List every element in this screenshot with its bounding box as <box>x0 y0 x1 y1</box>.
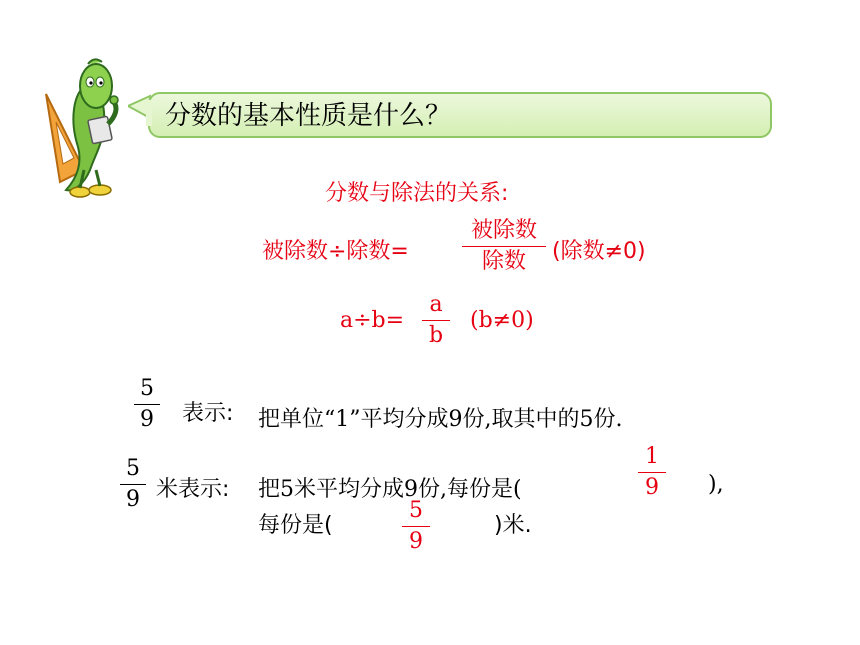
fraction-bar <box>120 484 146 485</box>
example2-line2-end: )米. <box>494 513 532 538</box>
formula2-numerator: a <box>429 292 443 317</box>
answer2-fraction <box>402 500 430 553</box>
example1-fraction <box>134 378 160 431</box>
answer1-fraction <box>638 446 666 499</box>
example1-text: 把单位“1”平均分成9份,取其中的5份. <box>258 407 623 432</box>
formula1-denominator: 除数 <box>481 249 526 274</box>
fraction-bar <box>422 320 450 321</box>
formula1-fraction <box>462 220 546 273</box>
question-text: 分数的基本性质是什么？ <box>165 101 452 131</box>
answer1-denominator: 9 <box>645 475 659 500</box>
fraction-bar <box>638 472 666 473</box>
fraction-bar <box>462 246 546 247</box>
formula2-lhs: a÷b= <box>340 308 405 333</box>
cucumber-mascot-icon <box>38 52 138 204</box>
formula2-denominator: b <box>428 323 444 348</box>
example2-denominator: 9 <box>126 487 140 512</box>
example2-line2: 每份是( <box>258 513 333 538</box>
example2-line1: 把5米平均分成9份,每份是( <box>258 477 522 502</box>
fraction-bar <box>402 526 430 527</box>
answer1-numerator: 1 <box>645 444 659 469</box>
formula1-numerator: 被除数 <box>470 218 537 243</box>
fraction-bar <box>134 404 160 405</box>
answer2-denominator: 9 <box>409 529 423 554</box>
example2-label: 米表示: <box>156 477 230 502</box>
bubble-tail-cover <box>146 100 152 126</box>
example1-label: 表示: <box>182 401 234 426</box>
example2-line1-end: ), <box>708 472 724 497</box>
answer2-numerator: 5 <box>409 498 423 523</box>
formula1-lhs: 被除数÷除数= <box>262 239 409 264</box>
example1-numerator: 5 <box>140 376 154 401</box>
example2-numerator: 5 <box>126 456 140 481</box>
relation-title: 分数与除法的关系: <box>325 181 509 206</box>
formula1-condition: (除数≠0) <box>552 239 646 264</box>
example1-denominator: 9 <box>140 407 154 432</box>
formula2-condition: (b≠0) <box>470 308 534 333</box>
example2-fraction <box>120 458 146 511</box>
formula2-fraction <box>422 294 450 347</box>
